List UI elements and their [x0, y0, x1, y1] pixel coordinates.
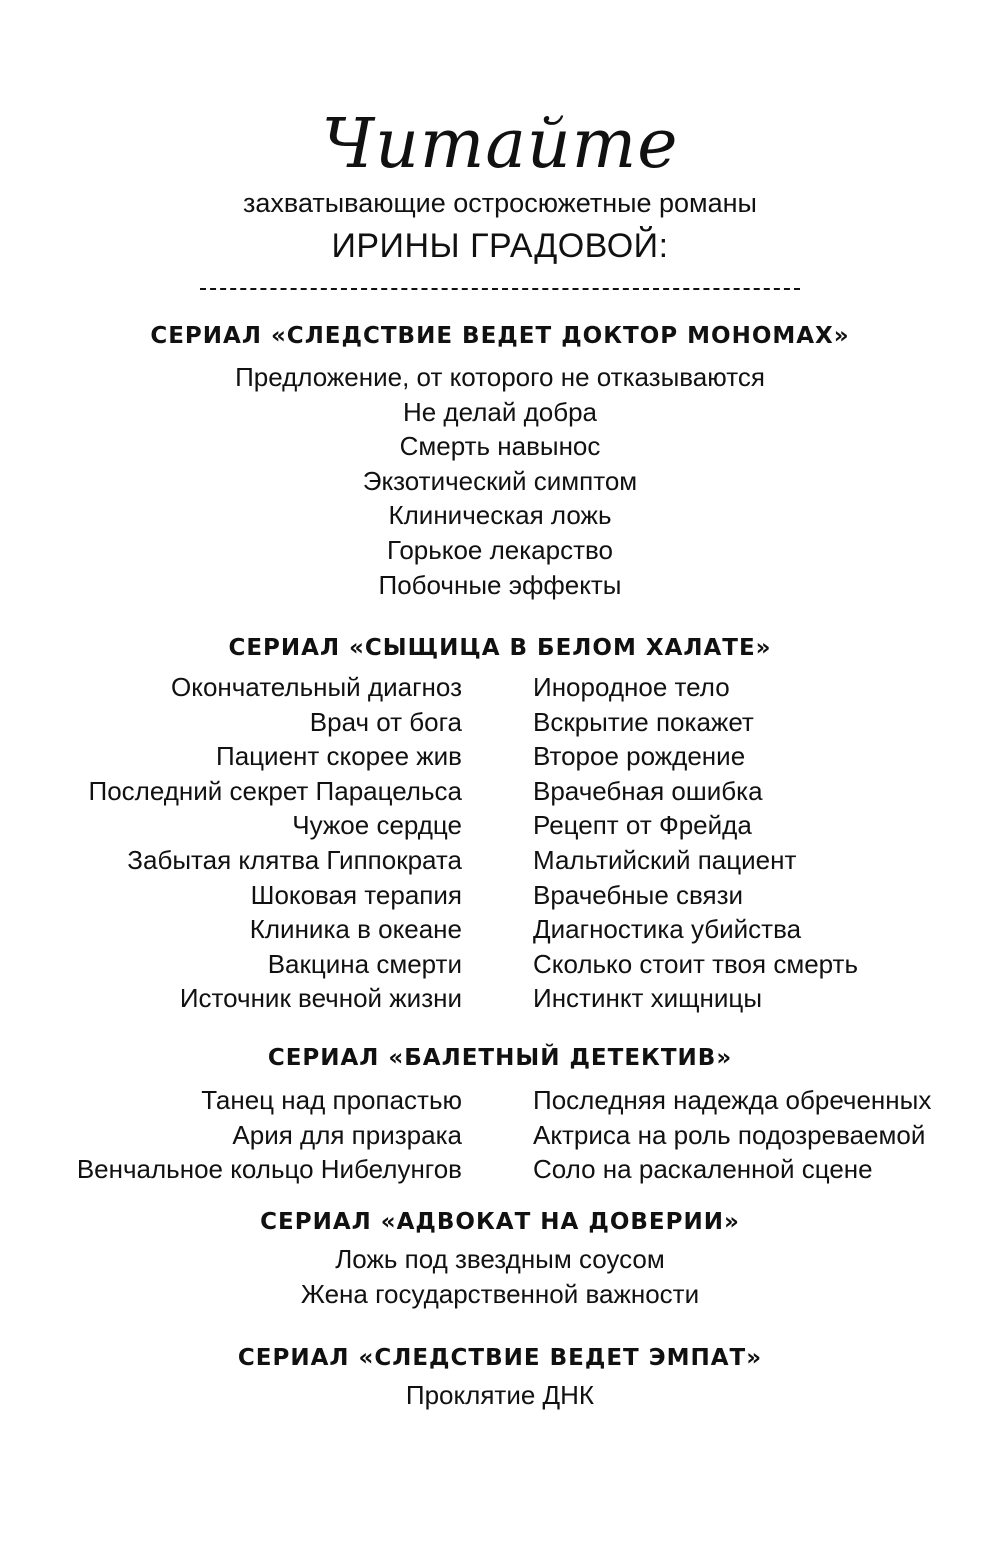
book-title: Ария для призрака — [232, 1119, 462, 1150]
book-title: Врачебная ошибка — [533, 775, 763, 806]
series-title-lawyer: СЕРИАЛ «АДВОКАТ НА ДОВЕРИИ» — [260, 1209, 740, 1235]
book-title: Пациент скорее жив — [216, 741, 462, 772]
series-title-ballet: СЕРИАЛ «БАЛЕТНЫЙ ДЕТЕКТИВ» — [267, 1045, 733, 1071]
book-title: Сколько стоит твоя смерть — [533, 948, 858, 979]
book-title: Мальтийский пациент — [533, 844, 797, 875]
series-title-white-coat: СЕРИАЛ «СЫЩИЦА В БЕЛОМ ХАЛАТЕ» — [228, 635, 772, 661]
series-books-ballet-right — [533, 1083, 993, 1187]
script-heading: Читайте — [321, 105, 679, 184]
book-title: Танец над пропастью — [201, 1085, 462, 1115]
series-books-monomakh — [0, 360, 1000, 602]
book-title: Жена государственной важности — [300, 1278, 700, 1309]
book-title: Источник вечной жизни — [179, 983, 462, 1014]
book-title: Предложение, от которого не отказываются — [235, 362, 765, 392]
book-title: Инстинкт хищницы — [533, 983, 763, 1014]
book-title: Окончательный диагноз — [171, 672, 462, 702]
series-title-empath: СЕРИАЛ «СЛЕДСТВИЕ ВЕДЕТ ЭМПАТ» — [237, 1345, 763, 1371]
book-title: Чужое сердце — [292, 810, 462, 841]
book-title: Врачебные связи — [533, 879, 744, 910]
book-title: Клиническая ложь — [388, 500, 612, 531]
dashed-divider — [200, 288, 800, 290]
book-title: Горькое лекарство — [386, 534, 613, 565]
book-title: Рецепт от Фрейда — [533, 810, 752, 841]
series-books-lawyer — [0, 1242, 1000, 1311]
book-title: Смерть навынос — [399, 431, 601, 462]
book-title: Вскрытие покажет — [533, 706, 754, 737]
author-name: ИРИНЫ ГРАДОВОЙ: — [331, 227, 669, 265]
book-title: Побочные эффекты — [378, 569, 622, 600]
book-title: Инородное тело — [533, 672, 730, 702]
book-title: Последний секрет Парацельса — [88, 775, 462, 806]
series-books-white-coat-left — [22, 670, 462, 1016]
book-title: Врач от бога — [309, 706, 462, 737]
book-title: Проклятие ДНК — [405, 1380, 595, 1410]
book-title: Клиника в океане — [249, 914, 462, 945]
series-books-empath — [0, 1378, 1000, 1413]
series-books-white-coat-right — [533, 670, 993, 1016]
book-title: Вакцина смерти — [267, 948, 462, 979]
book-title: Забытая клятва Гиппократа — [127, 844, 462, 875]
series-title-monomakh: СЕРИАЛ «СЛЕДСТВИЕ ВЕДЕТ ДОКТОР МОНОМАХ» — [150, 323, 850, 349]
book-title: Ложь под звездным соусом — [335, 1244, 665, 1274]
book-title: Шоковая терапия — [250, 879, 462, 910]
intro-line: захватывающие остросюжетные романы — [243, 188, 757, 218]
book-title: Второе рождение — [533, 741, 746, 772]
series-books-ballet-left — [22, 1083, 462, 1187]
book-title: Актриса на роль подозреваемой — [533, 1119, 926, 1150]
book-title: Соло на раскаленной сцене — [533, 1154, 873, 1185]
book-title: Экзотический симптом — [362, 465, 638, 496]
book-title: Венчальное кольцо Нибелунгов — [76, 1154, 462, 1185]
book-title: Последняя надежда обреченных — [533, 1085, 932, 1115]
book-title: Не делай добра — [402, 396, 598, 427]
book-title: Диагностика убийства — [533, 914, 802, 945]
